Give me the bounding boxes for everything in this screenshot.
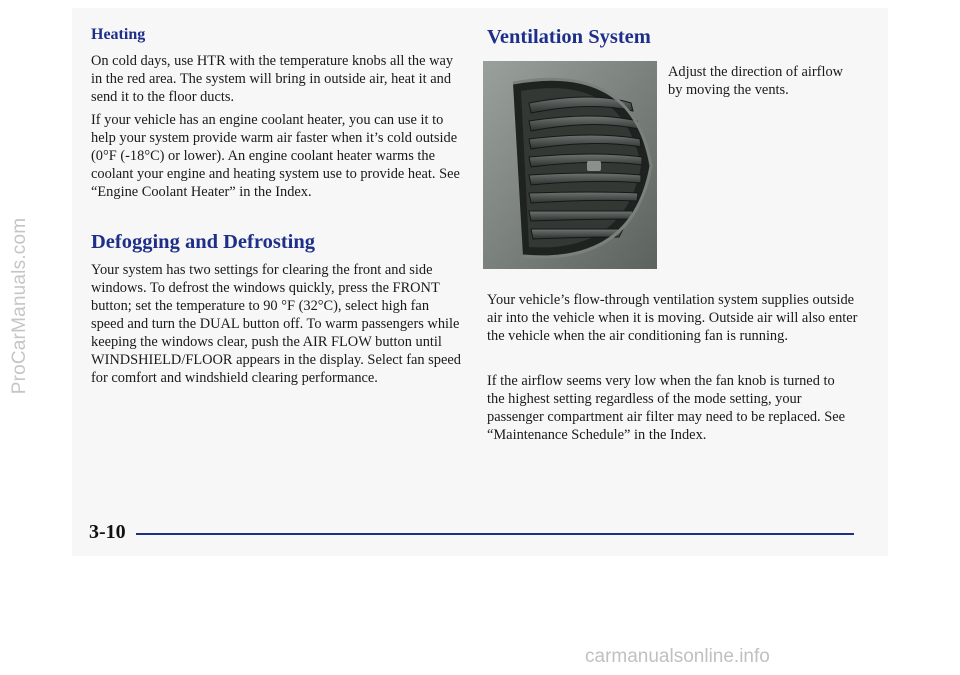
ventilation-paragraph-2: If the airflow seems very low when the fan knob is turned to the highest setting regardless of the mode setting, your passenger compartment air filter may need to be replaced. See “Maintenance Schedule” in the Index. <box>487 373 846 443</box>
air-vent-photo <box>483 61 657 269</box>
heating-paragraph-1: On cold days, use HTR with the temperature knobs all the way in the red area. The system will bring in outside air, heat it and send it to the floor ducts. <box>91 53 454 105</box>
heating-paragraph-2: If your vehicle has an engine coolant heater, you can use it to help your system provide warm air faster when it’s cold outside (0°F (-18°C) or lower). An engine coolant heater warms the coolant your engine and heating system use to provide heat. See “Engine Coolant Heater” in the Index. <box>91 112 460 200</box>
side-watermark <box>0 0 30 460</box>
footer-rule <box>136 533 854 535</box>
bottom-watermark: carmanualsonline.info <box>585 646 770 667</box>
heading-heating: Heating <box>91 26 146 43</box>
defog-paragraph: Your system has two settings for clearing the front and side windows. To defrost the windows quickly, press the FRONT button; set the temperature to 90 °F (32°C), select high fan speed and turn the DUAL button off. To warm passengers while keeping the windows clear, push the AIR FLOW button until WINDSHIELD/FLOOR appears in the display. Select fan speed for comfort and windshield clearing performance. <box>91 262 461 386</box>
heading-defogging: Defogging and Defrosting <box>91 231 315 253</box>
page-number: 3-10 <box>89 521 126 543</box>
side-watermark-text: ProCarManuals.com <box>9 217 30 395</box>
ventilation-paragraph-1: Your vehicle’s flow-through ventilation system supplies outside air into the vehicle when it is moving. Outside air will also enter the vehicle when the air conditioning fan is running. <box>487 292 858 344</box>
manual-page <box>72 8 888 556</box>
heading-ventilation: Ventilation System <box>487 26 651 48</box>
figure-caption: Adjust the direction of airflow by moving the vents. <box>668 64 844 98</box>
